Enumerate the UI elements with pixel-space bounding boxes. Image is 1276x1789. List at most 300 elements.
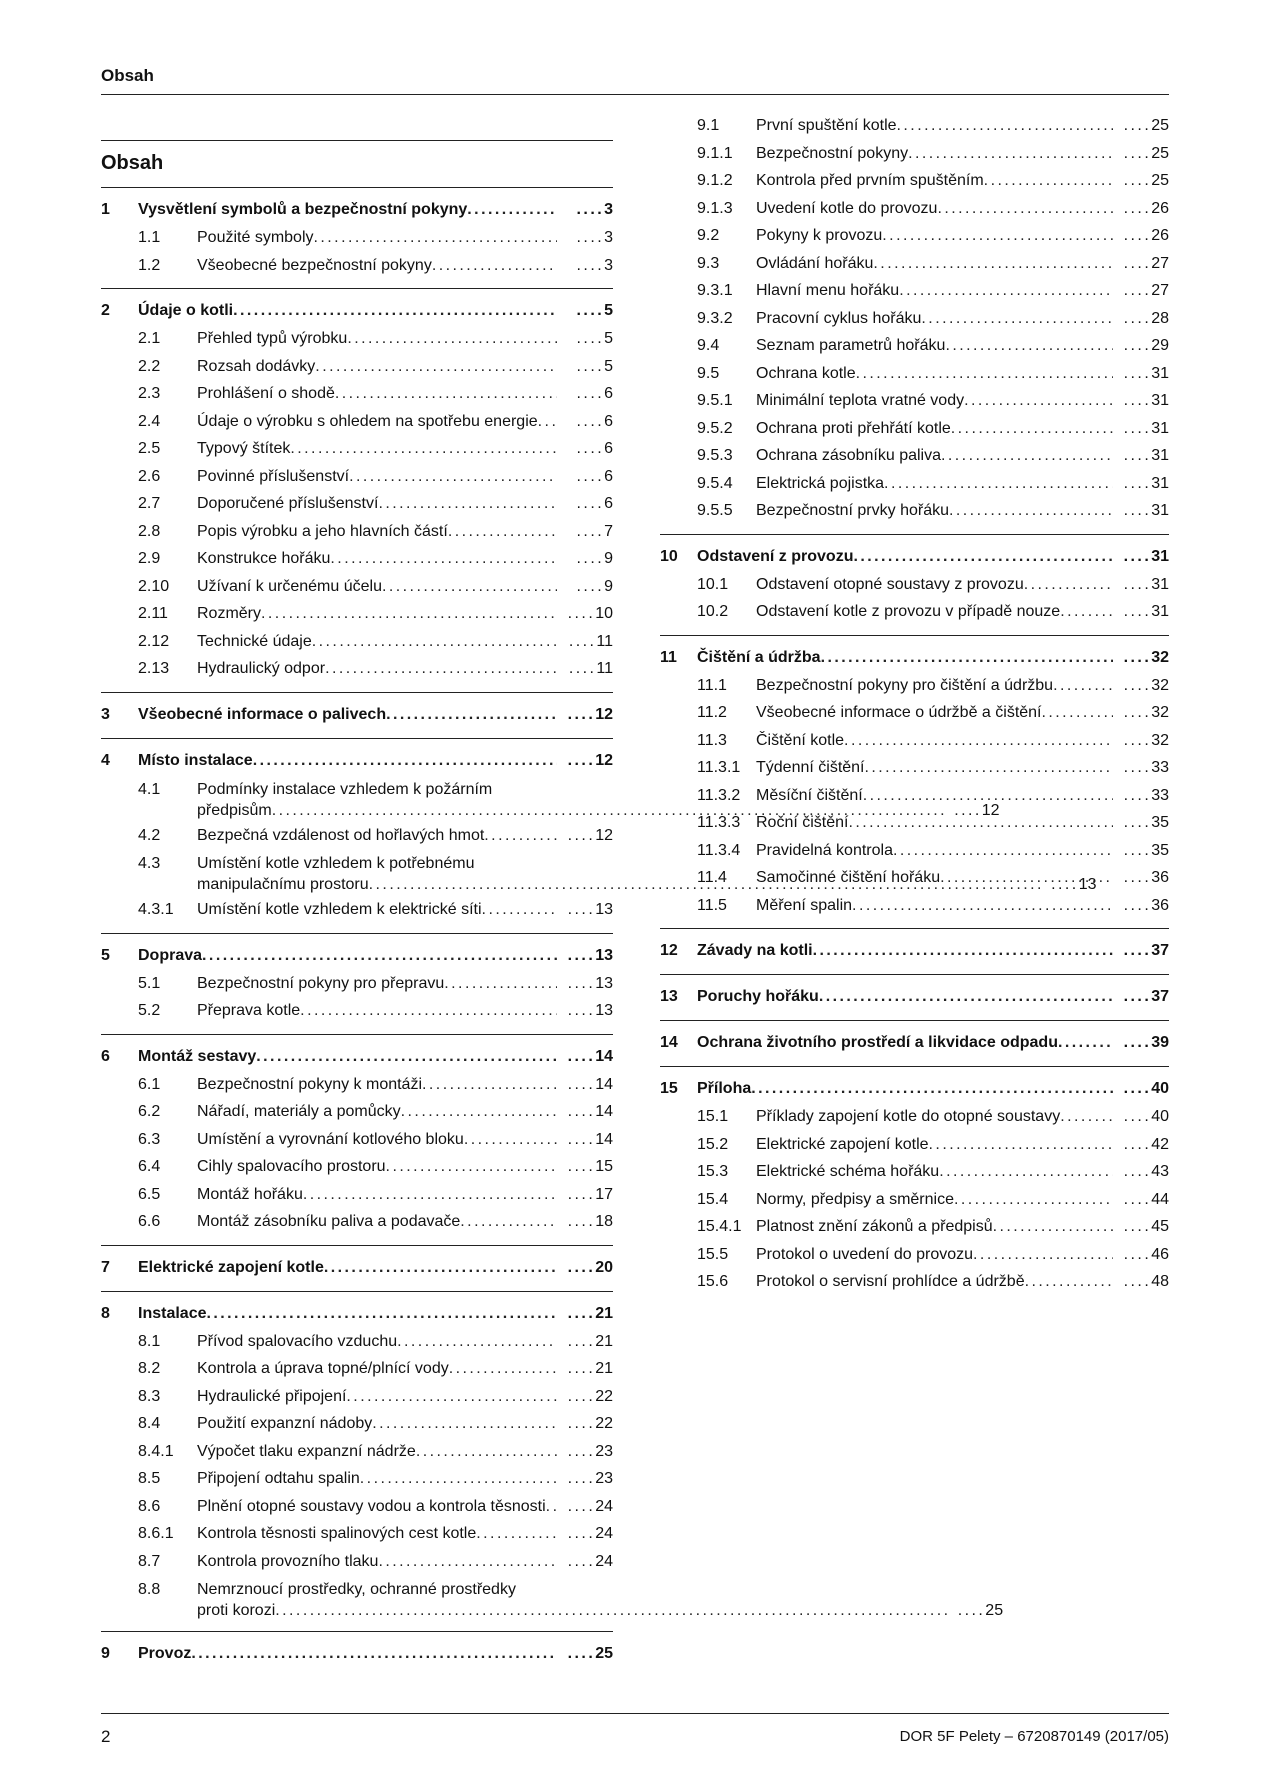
toc-entry-text [197, 252, 557, 280]
toc-entry-page: . . . . 45 [1113, 1213, 1169, 1241]
toc-entry-number: 8.3 [138, 1387, 161, 1405]
toc-chapter-entry[interactable] [660, 982, 1169, 1011]
toc-subsection-entry[interactable] [101, 1181, 613, 1209]
toc-entry-page: . . . . 37 [1113, 936, 1169, 965]
toc-entry-number: 10.2 [697, 603, 729, 620]
toc-entry-title: Normy, předpisy a směrnice [756, 1190, 954, 1208]
toc-section [660, 636, 1169, 930]
dot-leader [865, 754, 1114, 782]
toc-entry-page: . . . . 43 [1113, 1158, 1169, 1186]
toc-subsection-entry[interactable] [101, 490, 613, 518]
toc-entry-page: . . . . 28 [1113, 305, 1169, 333]
toc-entry-text [756, 892, 1113, 920]
toc-entry-page: . . . . 36 [1113, 892, 1169, 920]
toc-entry-title: Prohlášení o shodě [197, 385, 335, 402]
toc-entry-text [197, 600, 557, 628]
toc-entry-text [756, 167, 1113, 195]
toc-subsection-entry[interactable] [660, 1103, 1169, 1131]
dot-leader [482, 896, 557, 924]
toc-entry-page: . . . . 25 [1113, 112, 1169, 140]
toc-entry-page: . . . . 5 [557, 296, 613, 325]
toc-entry-number: 11 [660, 648, 677, 666]
toc-entry-title: Montáž sestavy [138, 1047, 257, 1065]
toc-entry-number: 12 [660, 942, 678, 959]
toc-subsection-entry[interactable] [101, 353, 613, 381]
toc-entry-number: 8 [101, 1304, 110, 1322]
toc-entry-text [697, 542, 1113, 571]
toc-subsection-entry[interactable] [660, 167, 1169, 195]
dot-leader [538, 408, 557, 436]
dot-leader [449, 1355, 557, 1383]
toc-subsection-entry[interactable] [101, 435, 613, 463]
toc-section [101, 1632, 613, 1677]
dot-leader [233, 296, 557, 325]
toc-subsection-entry[interactable] [101, 1355, 613, 1383]
toc-subsection-entry[interactable] [660, 754, 1169, 782]
toc-entry-number: 2.4 [138, 412, 161, 430]
toc-entry-page: . . . . 21 [557, 1328, 613, 1356]
toc-entry-text [197, 1548, 557, 1576]
toc-subsection-entry[interactable] [660, 415, 1169, 443]
toc-entry-title: Cihly spalovacího prostoru [197, 1158, 386, 1175]
toc-subsection-entry[interactable] [660, 809, 1169, 837]
toc-entry-text [197, 1520, 557, 1548]
toc-entry-title: První spuštění kotle [756, 117, 897, 134]
toc-subsection-entry[interactable] [101, 1071, 613, 1099]
toc-entry-title: Týdenní čištění [756, 759, 865, 776]
toc-entry-page: . . . . 48 [1113, 1268, 1169, 1296]
toc-entry-text [756, 727, 1113, 755]
toc-entry-text [197, 380, 557, 408]
toc-section [660, 1067, 1169, 1305]
toc-entry-title: Místo instalace [138, 751, 253, 769]
toc-entry-title: Přehled typů výrobku [197, 330, 348, 347]
toc-entry-number: 6.5 [138, 1185, 161, 1203]
toc-entry-title: Nářadí, materiály a pomůcky [197, 1103, 401, 1120]
toc-entry-title: Doporučené příslušenství [197, 495, 379, 512]
toc-entry-text [756, 332, 1113, 360]
toc-subsection-entry[interactable] [660, 672, 1169, 700]
toc-section [101, 289, 613, 693]
toc-entry-page: . . . . 5 [557, 353, 613, 381]
toc-entry-page: . . . . 25 [1113, 140, 1169, 168]
dot-leader [386, 700, 557, 729]
toc-entry-text [756, 112, 1113, 140]
toc-subsection-entry[interactable] [101, 1520, 613, 1548]
toc-entry-title: Rozměry [197, 605, 262, 622]
toc-entry-number: 9.1.3 [697, 199, 733, 217]
toc-entry-text [756, 1268, 1113, 1296]
toc-subsection-entry[interactable] [660, 1158, 1169, 1186]
running-header: Obsah [101, 66, 154, 85]
toc-entry-number: 11.2 [697, 704, 727, 721]
toc-entry-title: Elektrická pojistka [756, 474, 885, 492]
toc-chapter-entry[interactable] [101, 296, 613, 325]
toc-entry-text [138, 1042, 557, 1071]
toc-entry-text [756, 250, 1113, 278]
toc-entry-number: 8.7 [138, 1552, 161, 1570]
toc-entry-page: . . . . 26 [1113, 222, 1169, 250]
toc-entry-number: 8.2 [138, 1360, 161, 1377]
toc-chapter-entry[interactable] [660, 1028, 1169, 1057]
toc-entry-page: . . . . 44 [1113, 1186, 1169, 1214]
toc-subsection-entry[interactable] [101, 822, 613, 850]
toc-subsection-entry[interactable] [101, 518, 613, 546]
toc-entry-page: . . . . 13 [1040, 874, 1096, 896]
toc-entry-number: 6.6 [138, 1213, 161, 1230]
toc-chapter-entry[interactable] [660, 542, 1169, 571]
toc-entry-page: . . . . 33 [1113, 754, 1169, 782]
dot-leader [382, 573, 557, 601]
toc-entry-page: . . . . 31 [1113, 497, 1169, 525]
toc-entry-number: 2.13 [138, 660, 170, 677]
toc-entry-number: 8.6.1 [138, 1525, 174, 1542]
toc-subsection-entry[interactable] [101, 224, 613, 252]
toc-subsection-entry[interactable] [101, 970, 613, 998]
toc-subsection-entry[interactable] [660, 1268, 1169, 1296]
toc-subsection-entry[interactable] [660, 1186, 1169, 1214]
toc-subsection-entry[interactable] [660, 112, 1169, 140]
toc-subsection-entry[interactable] [660, 305, 1169, 333]
toc-entry-title: Pokyny k provozu [756, 227, 883, 244]
toc-entry-title: Příloha [697, 1080, 752, 1097]
toc-subsection-entry[interactable] [660, 598, 1169, 626]
toc-subsection-entry[interactable] [660, 250, 1169, 278]
toc-entry-text [197, 1600, 947, 1622]
toc-subsection-entry[interactable] [660, 222, 1169, 250]
dot-leader [347, 325, 557, 353]
dot-leader [464, 1126, 557, 1154]
toc-entry-page: . . . . 14 [557, 1071, 613, 1099]
toc-subsection-entry[interactable] [660, 140, 1169, 168]
toc-subsection-entry[interactable] [660, 277, 1169, 305]
toc-entry-page: . . . . 22 [557, 1383, 613, 1411]
toc-entry-text [756, 497, 1113, 525]
toc-subsection-entry[interactable] [101, 997, 613, 1025]
toc-entry-text [197, 408, 557, 436]
toc-subsection-entry[interactable] [101, 1575, 1004, 1622]
toc-entry-number: 11.3.3 [697, 814, 741, 831]
toc-entry-number: 2.9 [138, 550, 161, 567]
dot-leader [290, 435, 557, 463]
toc-subsection-entry[interactable] [660, 1131, 1169, 1159]
toc-entry-text [197, 1071, 557, 1099]
dot-leader [941, 442, 1113, 470]
toc-entry-page: . . . . 13 [557, 970, 613, 998]
toc-entry-page: . . . . 9 [557, 573, 613, 601]
toc-entry-text [138, 195, 557, 224]
toc-entry-title: Technické údaje [197, 632, 312, 650]
toc-entry-page: . . . . 35 [1113, 837, 1169, 865]
toc-chapter-entry[interactable] [101, 1253, 613, 1282]
toc-subsection-entry[interactable] [101, 600, 613, 628]
toc-entry-number: 15.3 [697, 1163, 729, 1180]
dot-leader [346, 1383, 557, 1411]
toc-entry-page: . . . . 12 [557, 700, 613, 729]
toc-subsection-entry[interactable] [101, 1098, 613, 1126]
dot-leader [1060, 1103, 1113, 1131]
toc-entry-title: Kontrola provozního tlaku [197, 1552, 379, 1570]
toc-subsection-entry[interactable] [101, 1493, 613, 1521]
toc-subsection-entry[interactable] [660, 571, 1169, 599]
toc-subsection-entry[interactable] [101, 655, 613, 683]
toc-subsection-entry[interactable] [101, 573, 613, 601]
toc-entry-number: 4.3.1 [138, 901, 174, 918]
toc-entry-title: Poruchy hořáku [697, 988, 819, 1005]
toc-entry-text [197, 1181, 557, 1209]
toc-chapter-entry[interactable] [101, 1299, 613, 1328]
toc-entry-text [756, 140, 1113, 168]
dot-leader [312, 628, 557, 656]
toc-subsection-entry[interactable] [101, 545, 613, 573]
toc-section [101, 1292, 1004, 1633]
toc-subsection-entry[interactable] [101, 1438, 613, 1466]
toc-entry-title: Příklady zapojení kotle do otopné soustavy [756, 1108, 1061, 1125]
toc-subsection-entry[interactable] [660, 837, 1169, 865]
toc-subsection-entry[interactable] [660, 699, 1169, 727]
toc-entry-text [138, 1639, 557, 1668]
toc-entry-number: 9.4 [697, 337, 720, 354]
toc-entry-title: Protokol o uvedení do provozu [756, 1245, 974, 1263]
toc-subsection-entry[interactable] [660, 782, 1169, 810]
toc-section [101, 188, 613, 289]
dot-leader [1058, 1028, 1113, 1057]
toc-entry-title: Všeobecné informace o palivech [138, 705, 387, 723]
toc-entry-number: 15.5 [697, 1245, 729, 1263]
toc-entry-title: Všeobecné bezpečnostní pokyny [197, 256, 432, 274]
toc-entry-number: 14 [660, 1034, 678, 1051]
dot-leader [460, 1208, 557, 1236]
dot-leader [432, 252, 557, 280]
dot-leader [546, 1493, 557, 1521]
toc-chapter-entry[interactable] [101, 195, 613, 224]
toc-subsection-entry[interactable] [660, 727, 1169, 755]
toc-entry-text [197, 628, 557, 656]
toc-entry-number: 2.3 [138, 385, 161, 402]
toc-entry-title: Užívaní k určenému účelu [197, 577, 382, 595]
toc-entry-text [697, 1028, 1113, 1057]
toc-entry-text [756, 305, 1113, 333]
dot-leader [335, 380, 557, 408]
toc-section [101, 1246, 613, 1292]
toc-subsection-entry[interactable] [101, 1465, 613, 1493]
toc-entry-text [197, 573, 557, 601]
dot-leader [300, 997, 557, 1025]
toc-entry-text [756, 598, 1113, 626]
toc-entry-text [197, 463, 557, 491]
toc-entry-body [197, 1575, 1003, 1622]
toc-entry-text [756, 470, 1113, 498]
dot-leader [261, 600, 557, 628]
toc-entry-title: Hydraulické připojení [197, 1387, 347, 1405]
toc-subsection-entry[interactable] [660, 470, 1169, 498]
toc-entry-number: 9 [101, 1645, 110, 1662]
toc-entry-page: . . . . 17 [557, 1181, 613, 1209]
toc-subsection-entry[interactable] [101, 325, 613, 353]
toc-subsection-entry[interactable] [101, 1410, 613, 1438]
toc-chapter-entry[interactable] [660, 936, 1169, 965]
toc-subsection-entry[interactable] [101, 380, 613, 408]
dot-leader [349, 463, 557, 491]
toc-entry-number: 9.3.2 [697, 309, 733, 327]
toc-subsection-entry[interactable] [660, 442, 1169, 470]
toc-entry-page: . . . . 24 [557, 1520, 613, 1548]
toc-entry-page: . . . . 14 [557, 1126, 613, 1154]
toc-subsection-entry[interactable] [101, 1208, 613, 1236]
toc-entry-number: 9.5.5 [697, 502, 733, 519]
toc-entry-page: . . . . 24 [557, 1548, 613, 1576]
toc-chapter-entry[interactable] [101, 746, 613, 775]
toc-entry-title: Měsíční čištění [756, 786, 863, 804]
toc-entry-page: . . . . 11 [557, 628, 613, 656]
toc-entry-number: 15.2 [697, 1135, 729, 1153]
toc-entry-text [756, 442, 1113, 470]
toc-entry-page: . . . . 3 [557, 224, 613, 252]
toc-subsection-entry[interactable] [660, 387, 1169, 415]
toc-entry-text [197, 435, 557, 463]
toc-subsection-entry[interactable] [101, 628, 613, 656]
toc-entry-title: Podmínky instalace vzhledem k požárním [197, 780, 493, 798]
toc-entry-page: . . . . 15 [557, 1153, 613, 1181]
toc-section [660, 929, 1169, 975]
toc-chapter-entry[interactable] [101, 1042, 613, 1071]
toc-entry-title: Platnost znění zákonů a předpisů [756, 1218, 993, 1235]
dot-leader [853, 542, 1113, 571]
toc-title: Obsah [101, 152, 164, 174]
toc-chapter-entry[interactable] [101, 941, 613, 970]
toc-entry-text [197, 997, 557, 1025]
toc-entry-title: Typový štítek [197, 440, 291, 457]
toc-entry-text [697, 936, 1113, 965]
dot-leader [954, 1186, 1113, 1214]
toc-chapter-entry[interactable] [660, 643, 1169, 672]
footer-rule [101, 1713, 1169, 1714]
toc-entry-number: 2.11 [138, 605, 168, 622]
dot-leader [1025, 1268, 1113, 1296]
toc-entry-text [756, 360, 1113, 388]
dot-leader [848, 809, 1113, 837]
dot-leader [325, 655, 557, 683]
toc-entry-title: Montáž zásobníku paliva a podavače [197, 1213, 461, 1230]
toc-subsection-entry[interactable] [660, 195, 1169, 223]
toc-subsection-entry[interactable] [660, 1213, 1169, 1241]
toc-right-column [660, 112, 1169, 1305]
toc-entry-title: Umístění kotle vzhledem k elektrické síti [197, 901, 482, 918]
toc-entry-number: 15.1 [697, 1108, 729, 1125]
toc-entry-title: Umístění a vyrovnání kotlového bloku [197, 1130, 464, 1148]
dot-leader [751, 1074, 1113, 1103]
toc-entry-text [138, 746, 557, 775]
toc-entry-page: . . . . 33 [1113, 782, 1169, 810]
dot-leader [1053, 672, 1113, 700]
toc-entry-title: Bezpečnostní pokyny k montáži [197, 1075, 423, 1093]
toc-chapter-entry[interactable] [101, 1639, 613, 1668]
toc-subsection-entry[interactable] [101, 1153, 613, 1181]
toc-entry-title: Pracovní cyklus hořáku [756, 309, 922, 327]
toc-entry-page: . . . . 13 [557, 896, 613, 924]
dot-leader [206, 1299, 557, 1328]
toc-entry-number: 9.3 [697, 254, 720, 272]
toc-entry-page: . . . . 21 [557, 1299, 613, 1328]
dot-leader [360, 1465, 557, 1493]
toc-section [101, 693, 613, 739]
toc-entry-page: . . . . 37 [1113, 982, 1169, 1011]
toc-entry-number: 5.2 [138, 1002, 161, 1019]
toc-subsection-entry[interactable] [101, 896, 613, 924]
toc-entry-number: 15.4 [697, 1190, 729, 1208]
toc-entry-number: 15.4.1 [697, 1218, 742, 1235]
toc-subsection-entry[interactable] [101, 408, 613, 436]
toc-entry-page: . . . . 31 [1113, 387, 1169, 415]
toc-entry-page: . . . . 39 [1113, 1028, 1169, 1057]
toc-entry-title: Odstavení otopné soustavy z provozu [756, 575, 1024, 593]
toc-entry-number: 8.6 [138, 1497, 161, 1515]
toc-subsection-entry[interactable] [660, 892, 1169, 920]
toc-subsection-entry[interactable] [101, 1328, 613, 1356]
toc-subsection-entry[interactable] [660, 360, 1169, 388]
toc-chapter-entry[interactable] [660, 1074, 1169, 1103]
toc-subsection-entry[interactable] [101, 1126, 613, 1154]
toc-entry-number: 2.6 [138, 467, 161, 485]
toc-entry-text [697, 982, 1113, 1011]
toc-entry-title: Ochrana kotle [756, 364, 856, 382]
toc-entry-title: Konstrukce hořáku [197, 550, 331, 567]
toc-entry-text [197, 325, 557, 353]
toc-subsection-entry[interactable] [660, 497, 1169, 525]
toc-subsection-entry[interactable] [101, 252, 613, 280]
toc-entry-title: Použité symboly [197, 229, 314, 246]
toc-entry-number: 9.5 [697, 364, 720, 382]
dot-leader [386, 1153, 557, 1181]
toc-entry-page: . . . . 25 [947, 1600, 1003, 1622]
toc-entry-continuation [197, 1600, 1003, 1622]
toc-entry-text [697, 643, 1113, 672]
dot-leader [964, 387, 1113, 415]
dot-leader [863, 782, 1113, 810]
toc-entry-title-continued: předpisům [197, 801, 272, 819]
toc-entry-title: Popis výrobku a jeho hlavních částí [197, 522, 448, 540]
toc-subsection-entry[interactable] [660, 864, 1169, 892]
toc-subsection-entry[interactable] [101, 1548, 613, 1576]
toc-subsection-entry[interactable] [660, 1241, 1169, 1269]
toc-entry-page: . . . . 12 [557, 746, 613, 775]
toc-entry-number: 7 [101, 1258, 110, 1276]
toc-entry-text [138, 1253, 557, 1282]
toc-entry-title: Umístění kotle vzhledem k potřebnému [197, 855, 475, 872]
toc-chapter-entry[interactable] [101, 700, 613, 729]
toc-entry-page: . . . . 14 [557, 1098, 613, 1126]
toc-entry-page: . . . . 31 [1113, 542, 1169, 571]
toc-entry-text [756, 809, 1113, 837]
toc-entry-title: Ovládání hořáku [756, 254, 874, 272]
dot-leader [303, 1181, 557, 1209]
toc-section [660, 112, 1169, 535]
dot-leader [813, 936, 1113, 965]
toc-entry-title: Povinné příslušenství [197, 467, 350, 485]
toc-subsection-entry[interactable] [101, 1383, 613, 1411]
toc-entry-page: . . . . 18 [557, 1208, 613, 1236]
dot-leader [951, 415, 1113, 443]
toc-entry-page: . . . . 31 [1113, 571, 1169, 599]
page-number: 2 [101, 1727, 111, 1746]
toc-entry-title-continued: proti korozi [197, 1602, 276, 1619]
toc-subsection-entry[interactable] [101, 463, 613, 491]
toc-entry-page: . . . . 21 [557, 1355, 613, 1383]
toc-entry-text [756, 277, 1113, 305]
toc-subsection-entry[interactable] [660, 332, 1169, 360]
toc-entry-page: . . . . 13 [557, 997, 613, 1025]
dot-leader [844, 727, 1113, 755]
